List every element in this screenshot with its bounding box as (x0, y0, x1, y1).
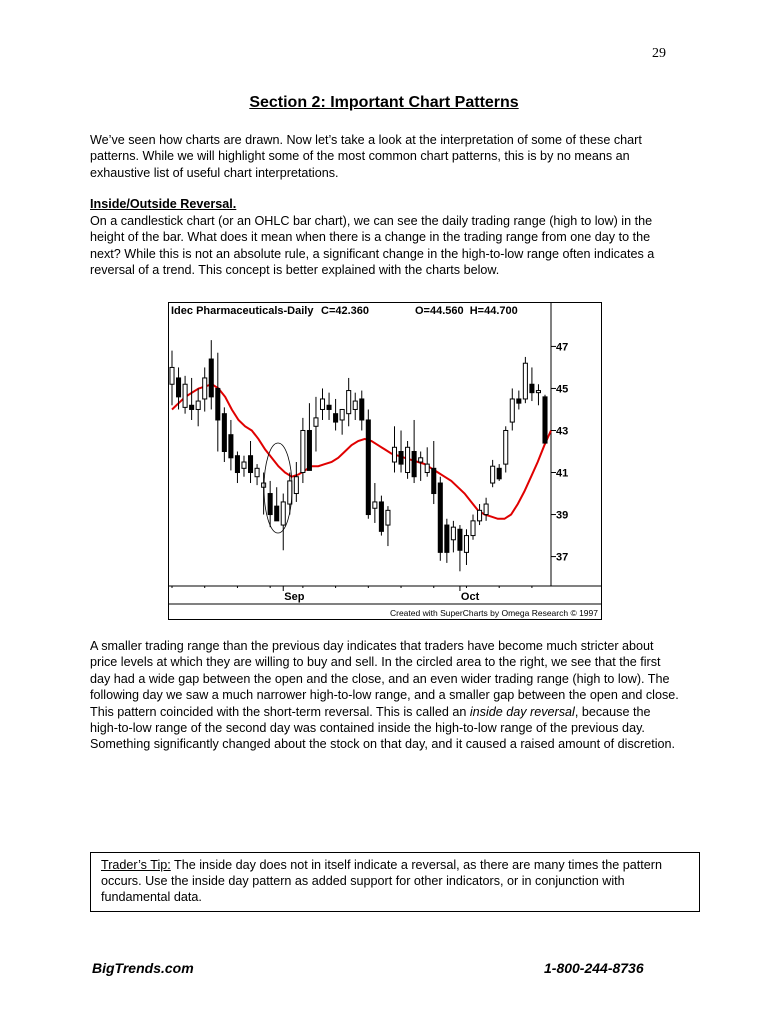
body2-emphasis: inside day reversal (469, 704, 575, 719)
body-paragraph-2 (90, 638, 680, 753)
candle-body (458, 529, 462, 550)
candle-body (209, 359, 213, 397)
candle-body (203, 378, 207, 399)
candle-body (399, 452, 403, 465)
candle-body (216, 388, 220, 420)
candle-body (471, 521, 475, 536)
candle-body (425, 464, 429, 472)
price-tick-label: 45 (556, 383, 569, 396)
candle-body (523, 363, 527, 399)
candle-body (432, 468, 436, 493)
candle-body (183, 384, 187, 407)
body-paragraph-1: On a candlestick chart (or an OHLC bar chart), we can see the daily trading range (high to low) in the height of the bar. What does it mean when there is a change in the trading range from one day to the next? While this is not an absolute rule, a significant change in the high-to-low range often indicates a reversal of a trend. This concept is better explained with the charts below. (90, 214, 655, 278)
candlestick-chart (168, 302, 602, 620)
body2-text-a: A smaller trading range than the previous day indicates that traders have become much stricter about price levels at which they are willing to buy and sell. In the circled area to the right, we see that the first day had a wide gap between the open and the close, and an even wider trading range (high to low). The following day we saw a much narrower high-to-low range, and a smaller gap between the open and close. This pattern coincided with the short-term reversal. This is called an (90, 639, 679, 719)
candle-body (281, 502, 285, 525)
price-tick-label: 41 (556, 467, 569, 480)
date-tick-label: Oct (460, 591, 480, 603)
traders-tip-box (90, 852, 700, 912)
candle-body (314, 418, 318, 426)
candle-body (412, 452, 416, 477)
candle-body (484, 504, 488, 515)
candle-body (517, 399, 521, 403)
candle-body (268, 494, 272, 515)
candle-body (478, 510, 482, 521)
price-tick-label: 39 (556, 509, 569, 522)
candle-body (392, 447, 396, 462)
price-tick-label: 47 (556, 341, 569, 354)
price-tick-label: 43 (556, 425, 569, 438)
chart-title: Idec Pharmaceuticals-Daily (171, 305, 314, 317)
candle-body (543, 397, 547, 443)
candle-body (196, 401, 200, 409)
candle-body (445, 525, 449, 552)
page-number: 29 (652, 46, 666, 61)
subheading: Inside/Outside Reversal. (90, 197, 237, 211)
candle-body (327, 405, 331, 409)
candle-body (170, 367, 174, 384)
candle-body (177, 378, 181, 397)
candle-body (360, 399, 364, 420)
candle-body (406, 447, 410, 472)
chart-svg (169, 303, 601, 619)
footer-website: BigTrends.com (92, 960, 194, 976)
candle-body (242, 462, 246, 468)
candle-body (536, 391, 540, 393)
price-tick-label: 37 (556, 551, 569, 564)
candle-body (419, 458, 423, 462)
candle-body (190, 405, 194, 409)
candle-body (235, 456, 239, 473)
candle-body (504, 430, 508, 464)
body2-text-b: , because the high-to-low range of the second day was contained inside the high-to-low range of the previous day. Something significantly changed about the stock on that day, and it caused a raised amount of discretion. (90, 704, 676, 752)
candle-body (510, 399, 514, 422)
candle-body (379, 502, 383, 531)
candle-body (373, 502, 377, 508)
candle-body (340, 409, 344, 420)
candle-body (464, 536, 468, 553)
candle-body (229, 435, 233, 458)
tip-text: The inside day does not in itself indicate a reversal, as there are many times the pattern occurs. Use the inside day pattern as added support for other indicators, or in conjunction with fundamental data. (101, 858, 662, 904)
footer-phone: 1-800-244-8736 (544, 960, 644, 976)
candle-body (255, 468, 259, 476)
candle-body (301, 430, 305, 472)
candle-body (497, 468, 501, 479)
candle-body (438, 483, 442, 552)
candle-body (491, 466, 495, 483)
open-high-readout: O=44.560 H=44.700 (415, 305, 518, 317)
candle-body (275, 506, 279, 521)
candle-body (366, 420, 370, 515)
candle-body (530, 384, 534, 392)
candle-body (222, 414, 226, 452)
candle-body (307, 430, 311, 470)
candle-body (320, 399, 324, 410)
intro-paragraph: We’ve seen how charts are drawn. Now let’s take a look at the interpretation of some of these chart patterns. While we will highlight some of the most common chart patterns, this is by no means an exhaustive list of useful chart interpretations. (90, 133, 642, 180)
candle-body (386, 510, 390, 525)
candle-body (353, 401, 357, 409)
candle-body (294, 477, 298, 494)
close-readout: C=42.360 (321, 305, 370, 317)
date-tick-label: Sep (284, 591, 305, 603)
chart-credit: Created with SuperCharts by Omega Research © 1997 (389, 608, 598, 618)
candle-body (451, 527, 455, 540)
candle-body (248, 456, 252, 473)
section-title: Section 2: Important Chart Patterns (249, 94, 519, 111)
candle-body (347, 391, 351, 414)
tip-label: Trader’s Tip: (101, 858, 171, 872)
candle-body (334, 414, 338, 422)
